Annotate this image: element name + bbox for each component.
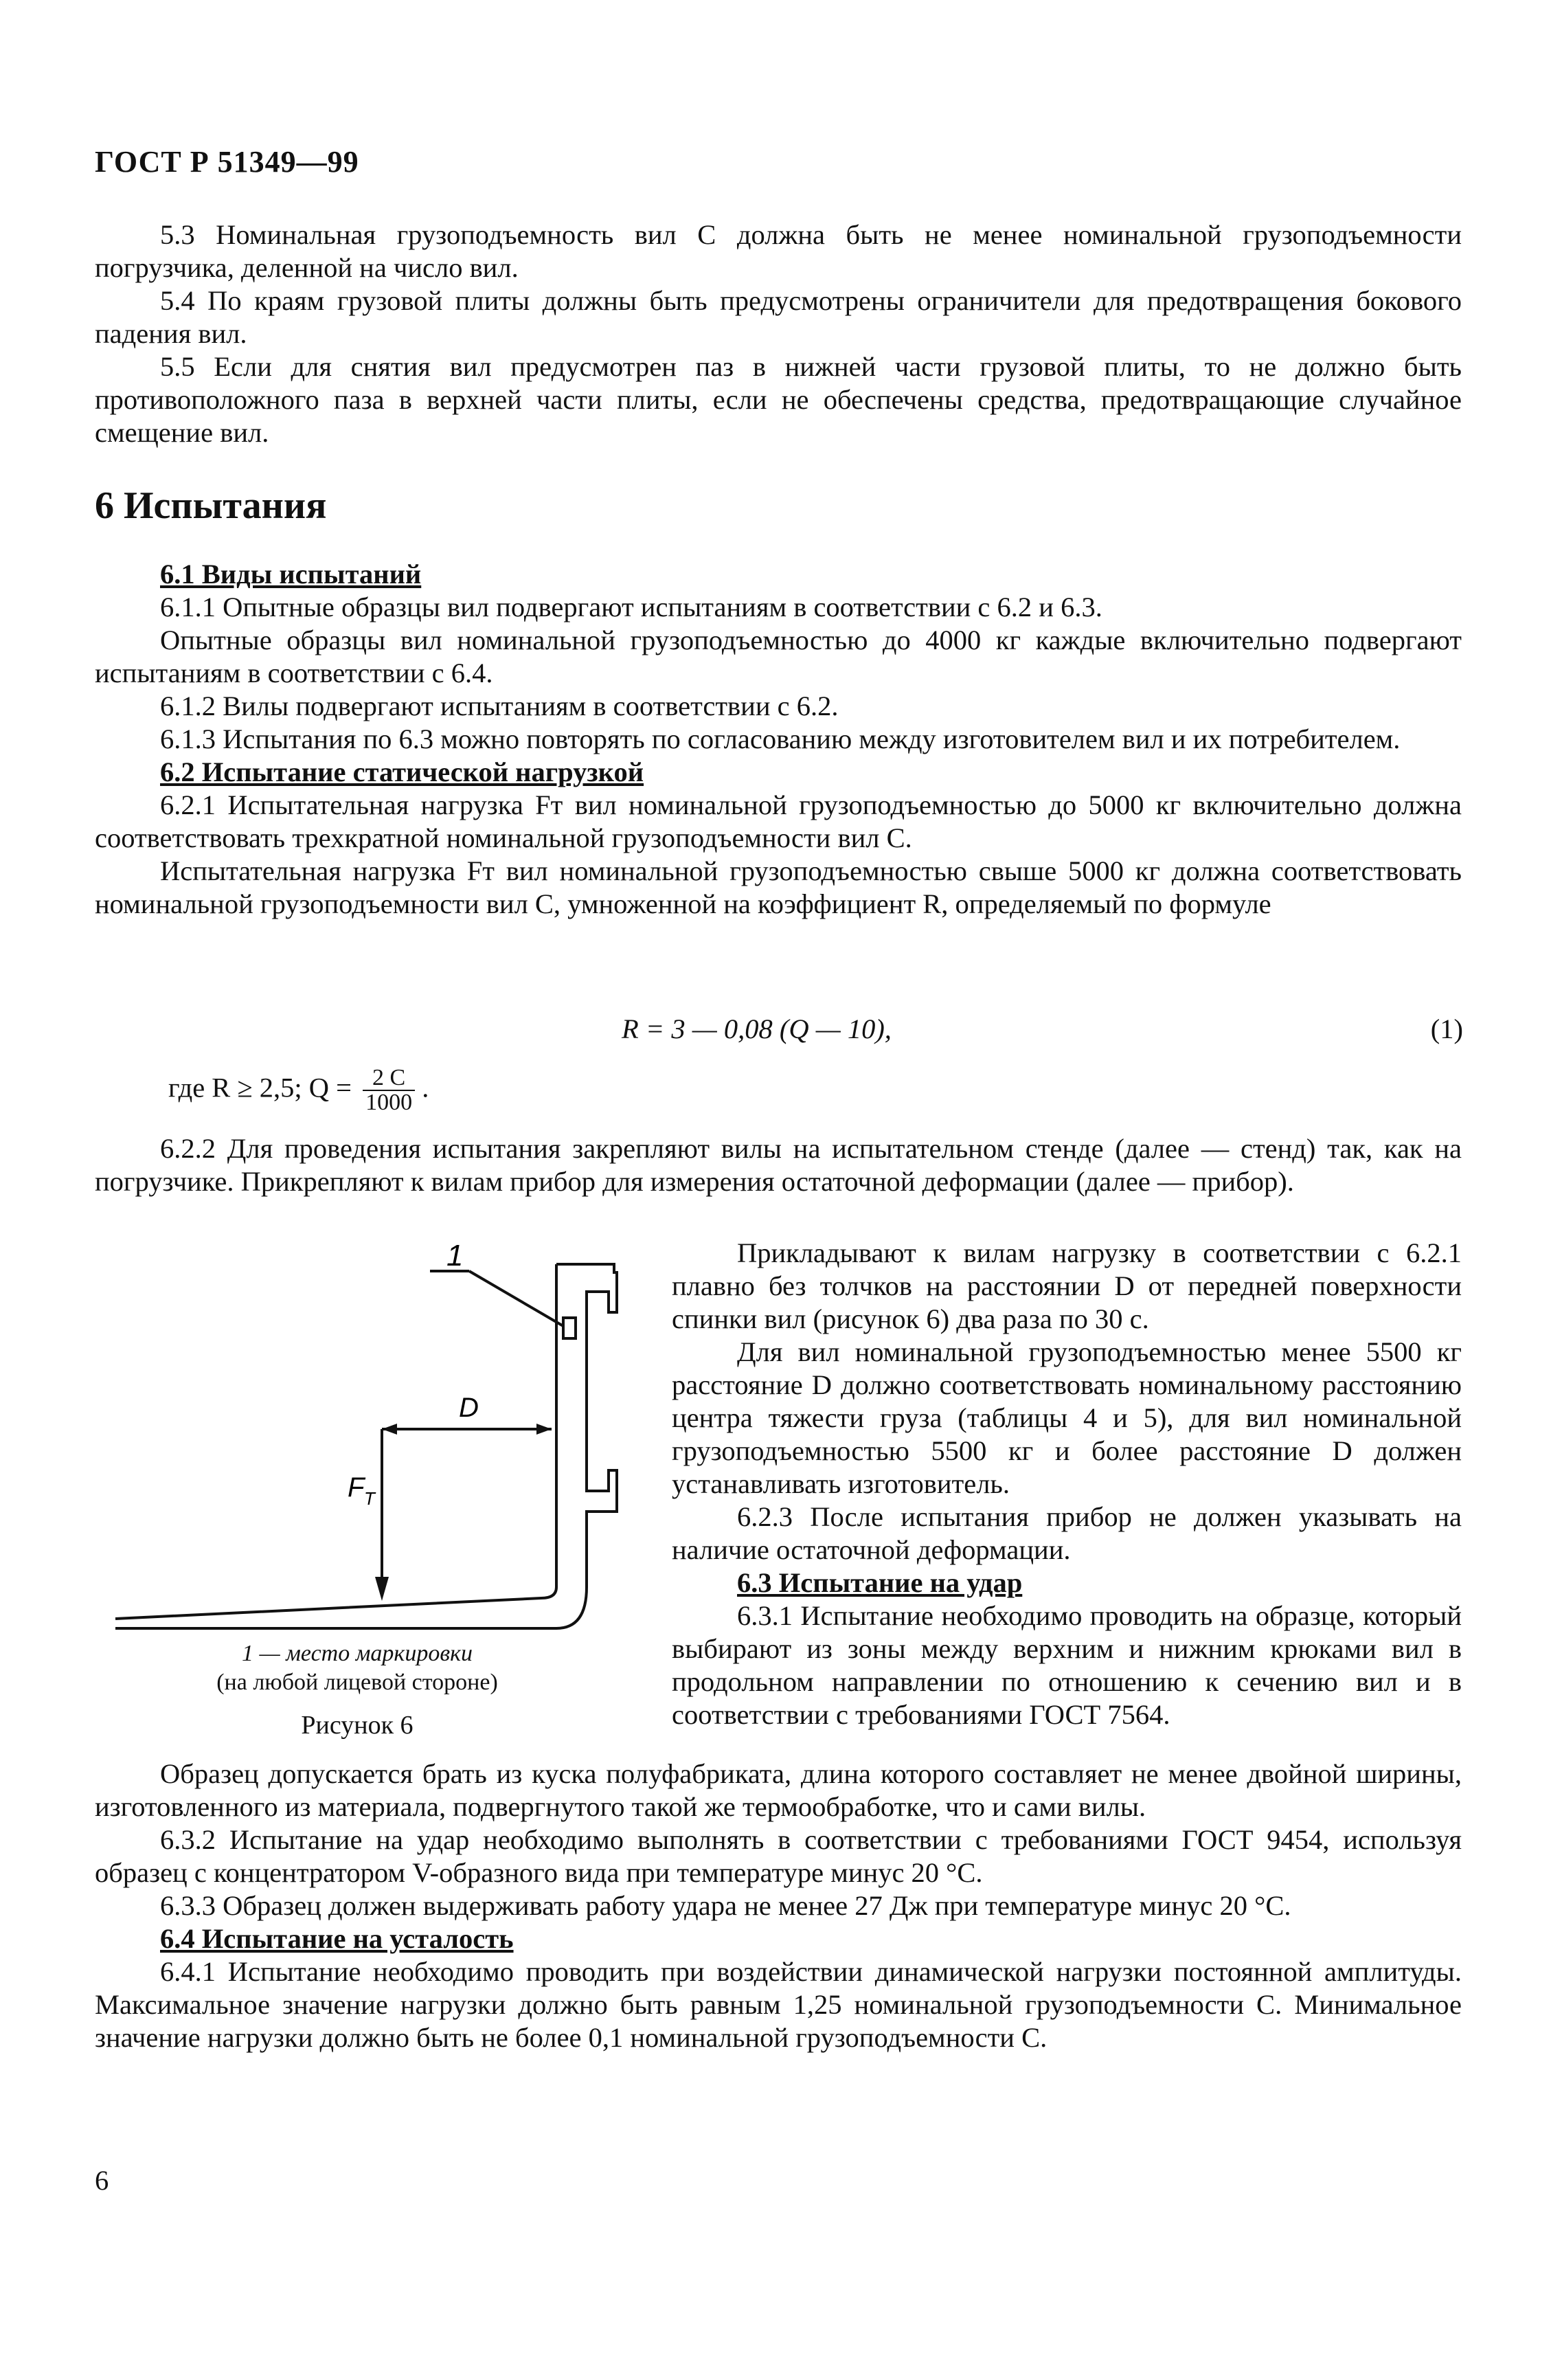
paragraph-6-1-2: 6.1.2 Вилы подвергают испытаниям в соответствии с 6.2. <box>160 691 839 721</box>
formula-where <box>168 1066 429 1114</box>
paragraph-6-1-1-cont: Опытные образцы вил номинальной грузоподъемностью до 4000 кг каждые включительно подвергают испытаниям в соответствии с 6.4. <box>95 625 1462 688</box>
where-text: где R ≥ 2,5; Q = <box>168 1072 352 1103</box>
paragraph-6-2-1-cont: Испытательная нагрузка Fт вил номинальной грузоподъемностью свыше 5000 кг должна соответствовать номинальной грузоподъемности вил C, умноженной на коэффициент R, определяемый по формуле <box>95 855 1462 919</box>
section-title: 6 Испытания <box>95 484 327 527</box>
page-number: 6 <box>95 2165 109 2196</box>
paragraph-distance-d: Для вил номинальной грузоподъемностью менее 5500 кг расстояние D должно соответствовать номинальному расстоянию центра тяжести груза (таблицы 4 и 5), для вил номинальной грузоподъемностью 5500 кг и более расстояние D должен устанавливать изготовитель. <box>672 1336 1462 1499</box>
figure-label-f-sub: T <box>364 1488 375 1509</box>
fraction-denominator: 1000 <box>365 1090 413 1115</box>
subsection-6-3-title: 6.3 Испытание на удар <box>737 1567 1023 1598</box>
figure-label-1: 1 <box>446 1239 464 1272</box>
caption-line-1: 1 — место маркировки <box>242 1641 473 1666</box>
paragraph-6-2-2-block <box>95 1132 1462 1198</box>
section-6-body <box>95 558 1462 921</box>
fork-outline <box>115 1264 617 1628</box>
paragraph-6-3-1: 6.3.1 Испытание необходимо проводить на образце, который выбирают из зоны между верхним и нижним крюками вил в продольном направлении по отношению к сечению вил и в соответствии с требованиями ГОСТ 7564. <box>672 1600 1462 1730</box>
paragraph-5-5: 5.5 Если для снятия вил предусмотрен паз в нижней части грузовой плиты, то не должно быть противоположного паза в верхней части плиты, если не обеспечены средства, предотвращающие случайное смещение вил. <box>95 351 1462 448</box>
formula-text: R = 3 — 0,08 (Q — 10), <box>622 1013 892 1044</box>
figure-title: Рисунок 6 <box>301 1711 414 1740</box>
paragraph-6-3-1-cont: Образец допускается брать из куска полуфабриката, длина которого составляет не менее двойной ширины, изготовленного из материала, подвергнутого такой же термообработке, что и сами вилы. <box>95 1758 1462 1822</box>
figure-caption <box>131 1639 584 1697</box>
paragraph-6-1-3: 6.1.3 Испытания по 6.3 можно повторять по согласованию между изготовителем вил и их потребителем. <box>160 723 1401 754</box>
document-header: ГОСТ Р 51349—99 <box>95 145 359 179</box>
top-paragraphs <box>95 218 1462 449</box>
fraction <box>363 1066 415 1114</box>
paragraph-6-4-1: 6.4.1 Испытание необходимо проводить при воздействии динамической нагрузки постоянной амплитуды. Максимальное значение нагрузки должно быть равным 1,25 номинальной грузоподъемности C. Минимальное значение нагрузки должно быть не более 0,1 номинальной грузоподъемности C. <box>95 1956 1462 2053</box>
arrow-left <box>382 1424 397 1435</box>
lower-body <box>95 1758 1462 2054</box>
formula-number: (1) <box>1430 1013 1463 1044</box>
subsection-6-4-title: 6.4 Испытание на усталость <box>160 1923 514 1954</box>
subsection-6-2-title: 6.2 Испытание статической нагрузкой <box>160 756 644 787</box>
paragraph-5-3: 5.3 Номинальная грузоподъемность вил C должна быть не менее номинальной грузоподъемности погрузчика, деленной на число вил. <box>95 219 1462 283</box>
paragraph-5-4: 5.4 По краям грузовой плиты должны быть предусмотрены ограничители для предотвращения бокового падения вил. <box>95 285 1462 349</box>
paragraph-6-2-1: 6.2.1 Испытательная нагрузка Fт вил номинальной грузоподъемностью до 5000 кг включительно должна соответствовать трехкратной номинальной грузоподъемности вил C. <box>95 789 1462 853</box>
paragraph-6-3-2: 6.3.2 Испытание на удар необходимо выполнять в соответствии с требованиями ГОСТ 9454, используя образец с концентратором V-образного вида при температуре минус 20 °С. <box>95 1824 1462 1888</box>
arrow-right <box>536 1424 552 1435</box>
right-column <box>672 1237 1462 1731</box>
force-arrowhead <box>375 1577 389 1601</box>
marking-rect <box>563 1318 576 1338</box>
fraction-numerator: 2 C <box>363 1066 415 1091</box>
paragraph-apply-load: Прикладывают к вилам нагрузку в соответствии с 6.2.1 плавно без толчков на расстоянии D от передней поверхности спинки вил (рисунок 6) два раза по 30 с. <box>672 1237 1462 1334</box>
fraction-end: . <box>422 1072 429 1103</box>
figure-label-f: F <box>348 1472 365 1503</box>
caption-line-2: (на любой лицевой стороне) <box>216 1670 498 1695</box>
paragraph-6-2-2: 6.2.2 Для проведения испытания закрепляют вилы на испытательном стенде (далее — стенд) так, как на погрузчике. Прикрепляют к вилам прибор для измерения остаточной деформации (далее — прибор). <box>95 1133 1462 1197</box>
formula-1 <box>622 1013 1463 1046</box>
paragraph-6-2-3: 6.2.3 После испытания прибор не должен указывать на наличие остаточной деформации. <box>672 1501 1462 1565</box>
paragraph-6-1-1: 6.1.1 Опытные образцы вил подвергают испытаниям в соответствии с 6.2 и 6.3. <box>160 592 1102 622</box>
leader-line <box>469 1271 563 1326</box>
paragraph-6-3-3: 6.3.3 Образец должен выдерживать работу удара не менее 27 Дж при температуре минус 20 °С. <box>160 1890 1291 1921</box>
figure-label-d: D <box>459 1393 479 1423</box>
subsection-6-1-title: 6.1 Виды испытаний <box>160 559 422 590</box>
fork-inner-outline <box>115 1264 556 1619</box>
